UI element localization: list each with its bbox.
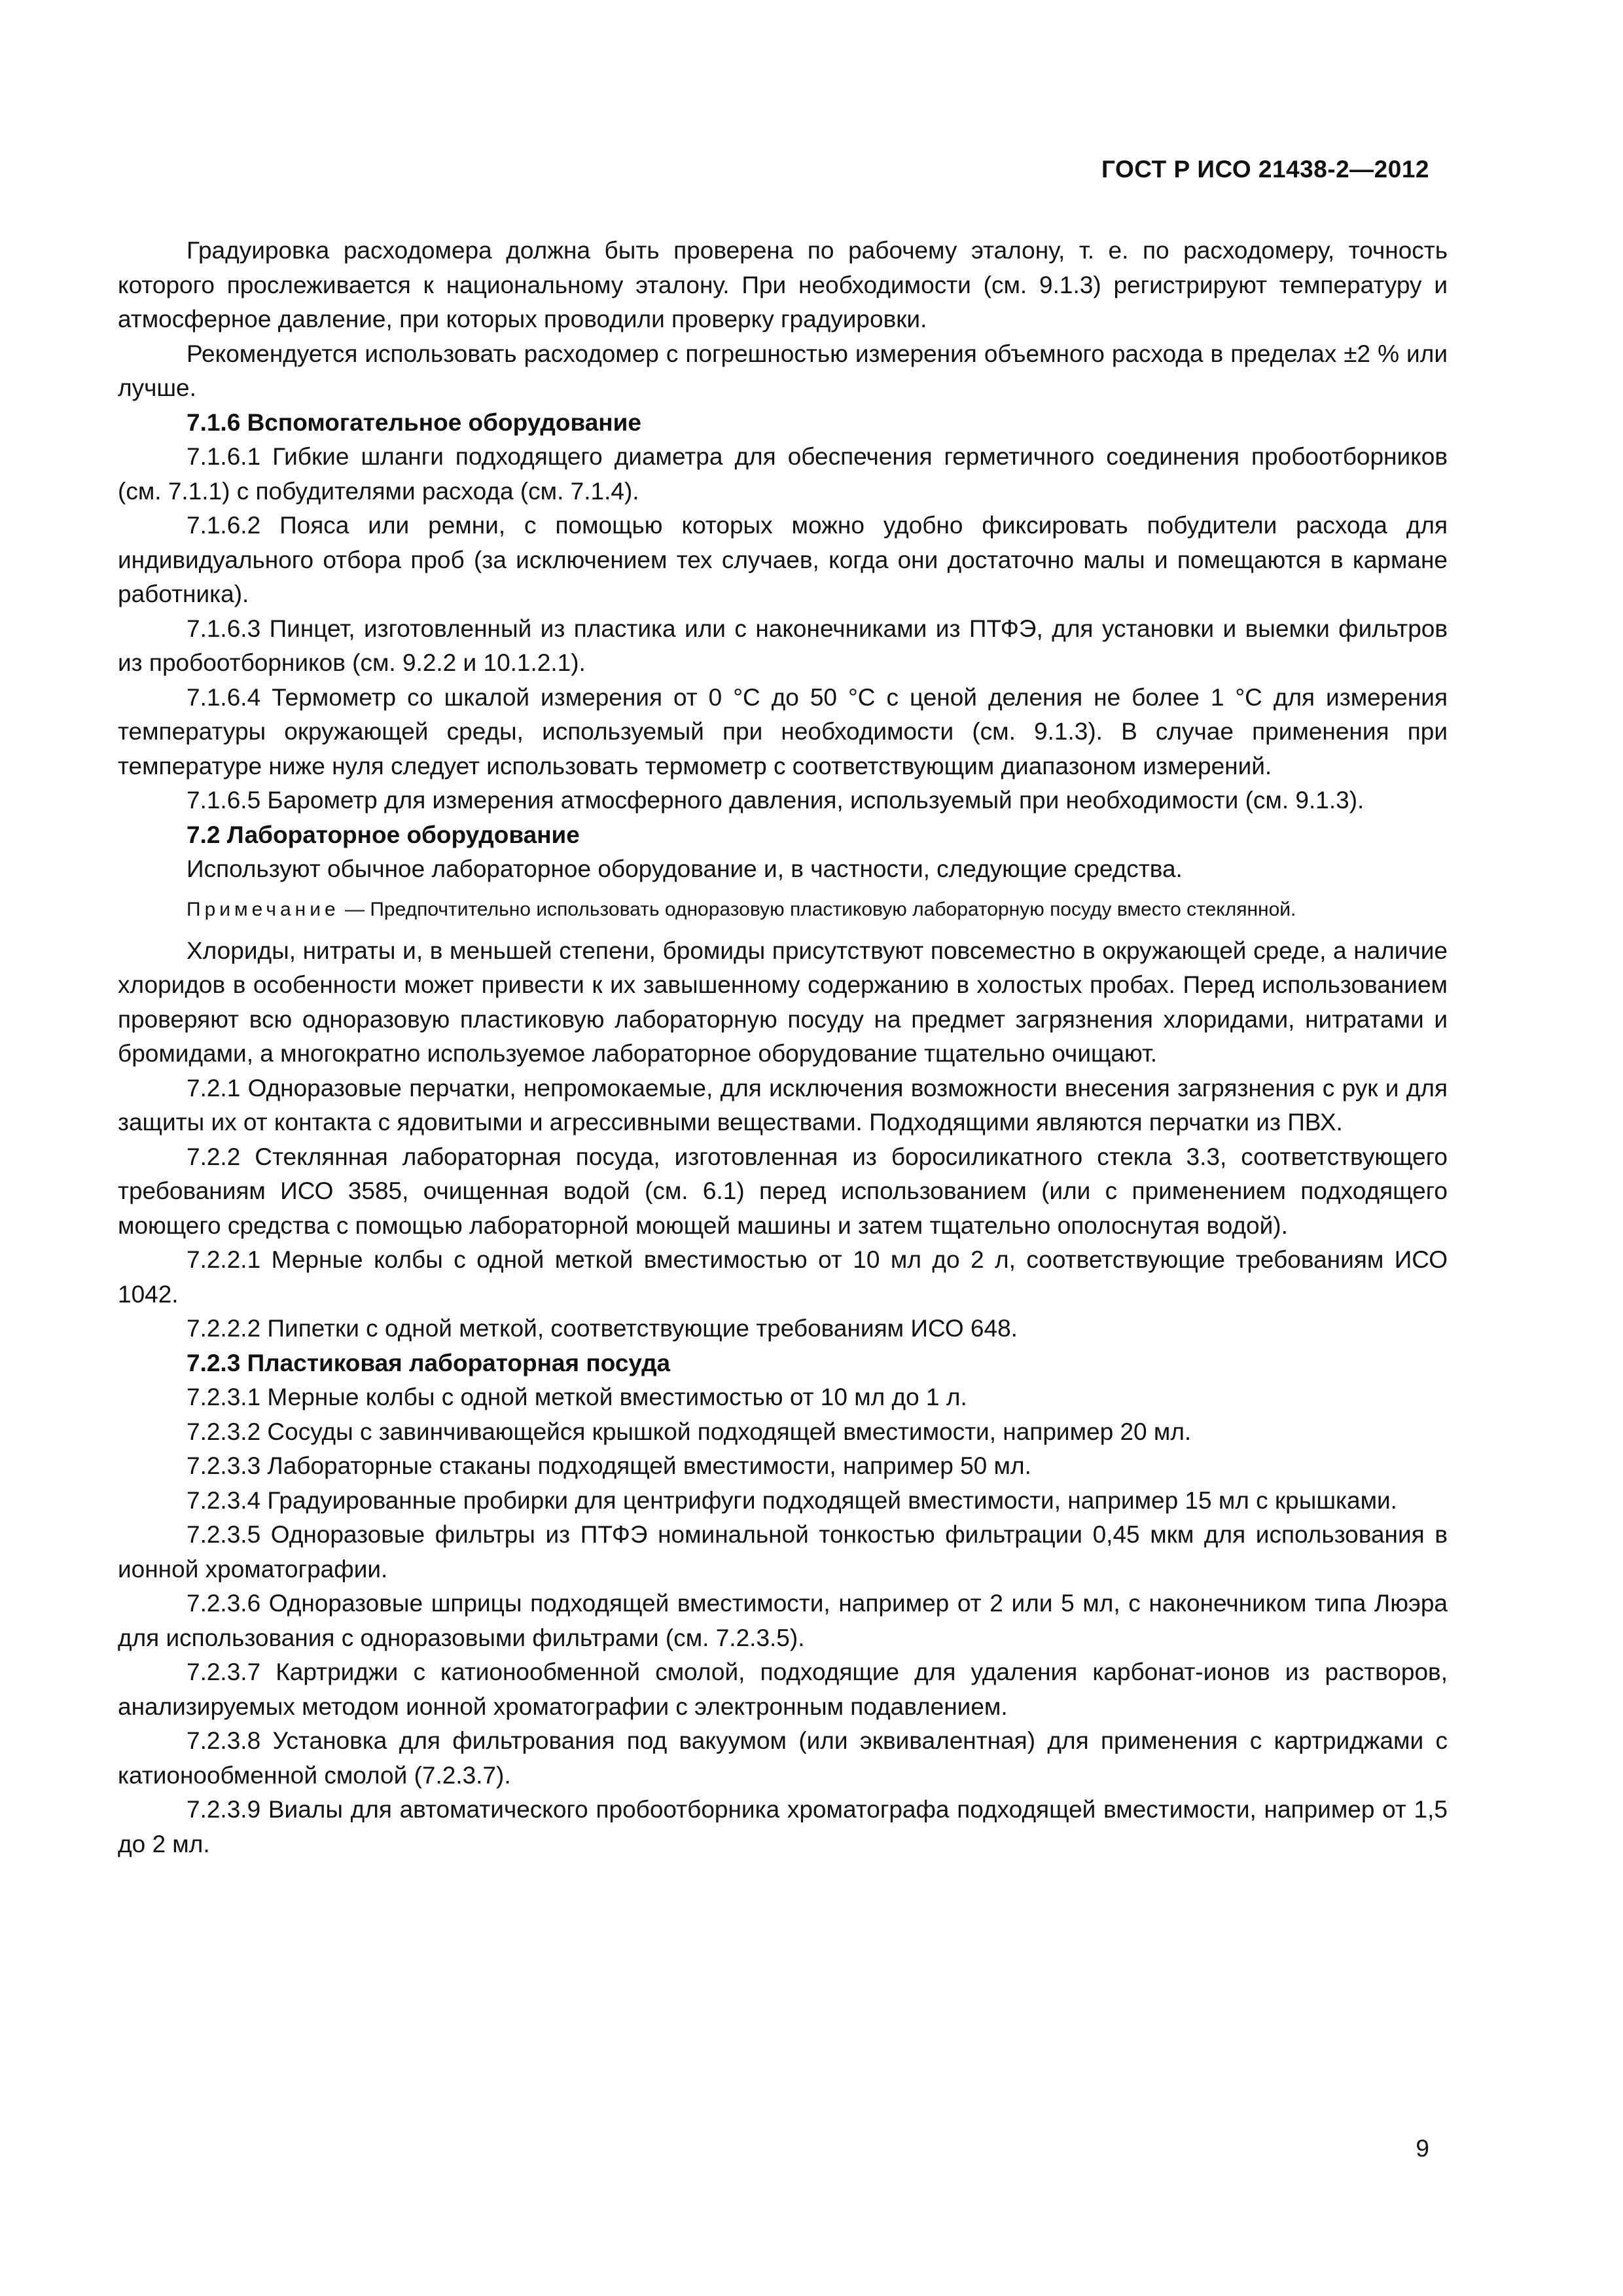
paragraph: 7.2.3.6 Одноразовые шприцы подходящей вместимости, например от 2 или 5 мл, с наконечником типа Люэра для использования с одноразовыми фильтрами (см. 7.2.3.5). xyxy=(118,1590,1448,1651)
section-heading-7-2: 7.2 Лабораторное оборудование xyxy=(187,821,580,848)
note-label: Примечание xyxy=(187,898,340,920)
paragraph: Хлориды, нитраты и, в меньшей степени, бромиды присутствуют повсеместно в окружающей среде, а наличие хлоридов в особенности может привести к их завышенному содержанию в холостых пробах. Перед использованием проверяют всю одноразовую пластиковую лабораторную посуду на предмет загрязнения хлоридами, нитратами и бромидами, а многократно используемое лабораторное оборудование тщательно очищают. xyxy=(118,937,1448,1067)
paragraph: 7.2.2 Стеклянная лабораторная посуда, изготовленная из боросиликатного стекла 3.3, соответствующего требованиям ИСО 3585, очищенная водой (см. 6.1) перед использованием (или с применением подходящего моющего средства с помощью лабораторной моющей машины и затем тщательно ополоснутая водой). xyxy=(118,1143,1448,1239)
paragraph: 7.1.6.1 Гибкие шланги подходящего диаметра для обеспечения герметичного соединения пробоотборников (см. 7.1.1) с побудителями расхода (см. 7.1.4). xyxy=(118,443,1448,505)
paragraph: Используют обычное лабораторное оборудование и, в частности, следующие средства. xyxy=(187,855,1183,882)
paragraph: 7.2.3.2 Сосуды с завинчивающейся крышкой подходящей вместимости, например 20 мл. xyxy=(187,1418,1192,1445)
page-body xyxy=(118,234,1448,1861)
page-number: 9 xyxy=(1416,2135,1429,2162)
paragraph: 7.2.3.1 Мерные колбы с одной меткой вместимостью от 10 мл до 1 л. xyxy=(187,1384,967,1410)
paragraph: 7.1.6.5 Барометр для измерения атмосферного давления, используемый при необходимости (см. 9.1.3). xyxy=(187,787,1364,814)
section-heading-7-2-3: 7.2.3 Пластиковая лабораторная посуда xyxy=(187,1349,671,1376)
paragraph: 7.2.3.3 Лабораторные стаканы подходящей вместимости, например 50 мл. xyxy=(187,1452,1031,1479)
paragraph: 7.2.2.1 Мерные колбы с одной меткой вместимостью от 10 мл до 2 л, соответствующие требованиям ИСО 1042. xyxy=(118,1246,1448,1308)
note xyxy=(118,895,1448,925)
paragraph: 7.2.3.5 Одноразовые фильтры из ПТФЭ номинальной тонкостью фильтрации 0,45 мкм для использования в ионной хроматографии. xyxy=(118,1521,1448,1583)
paragraph: Рекомендуется использовать расходомер с погрешностью измерения объемного расхода в пределах ±2 % или лучше. xyxy=(118,340,1448,401)
paragraph: 7.2.3.9 Виалы для автоматического пробоотборника хроматографа подходящей вместимости, например от 1,5 до 2 мл. xyxy=(118,1796,1448,1857)
paragraph: 7.2.2.2 Пипетки с одной меткой, соответствующие требованиям ИСО 648. xyxy=(187,1315,1018,1342)
paragraph: 7.1.6.2 Пояса или ремни, с помощью которых можно удобно фиксировать побудители расхода для индивидуального отбора проб (за исключением тех случаев, когда они достаточно малы и помещаются в кармане работника). xyxy=(118,512,1448,607)
paragraph: Градуировка расходомера должна быть проверена по рабочему эталону, т. е. по расходомеру, точность которого прослеживается к национальному эталону. При необходимости (см. 9.1.3) регистрируют температуру и атмосферное давление, при которых проводили проверку градуировки. xyxy=(118,237,1448,332)
section-heading-7-1-6: 7.1.6 Вспомогательное оборудование xyxy=(187,408,641,436)
paragraph: 7.1.6.3 Пинцет, изготовленный из пластика или с наконечниками из ПТФЭ, для установки и выемки фильтров из пробоотборников (см. 9.2.2 и 10.1.2.1). xyxy=(118,615,1448,676)
document-code-header: ГОСТ Р ИСО 21438-2—2012 xyxy=(1101,156,1429,183)
note-text: — Предпочтительно использовать одноразовую пластиковую лабораторную посуду вместо стеклянной. xyxy=(339,898,1296,920)
paragraph: 7.2.3.8 Установка для фильтрования под вакуумом (или эквивалентная) для применения с картриджами с катионообменной смолой (7.2.3.7). xyxy=(118,1727,1448,1789)
paragraph: 7.2.3.4 Градуированные пробирки для центрифуги подходящей вместимости, например 15 мл с крышками. xyxy=(187,1486,1397,1514)
paragraph: 7.1.6.4 Термометр со шкалой измерения от 0 °С до 50 °С с ценой деления не более 1 °С для измерения температуры окружающей среды, используемый при необходимости (см. 9.1.3). В случае применения при температуре ниже нуля следует использовать термометр с соответствующим диапазоном измерений. xyxy=(118,683,1448,780)
paragraph: 7.2.1 Одноразовые перчатки, непромокаемые, для исключения возможности внесения загрязнения с рук и для защиты их от контакта с ядовитыми и агрессивными веществами. Подходящими являются перчатки из ПВХ. xyxy=(118,1074,1448,1136)
paragraph: 7.2.3.7 Картриджи с катионообменной смолой, подходящие для удаления карбонат-ионов из растворов, анализируемых методом ионной хроматографии с электронным подавлением. xyxy=(118,1659,1448,1720)
